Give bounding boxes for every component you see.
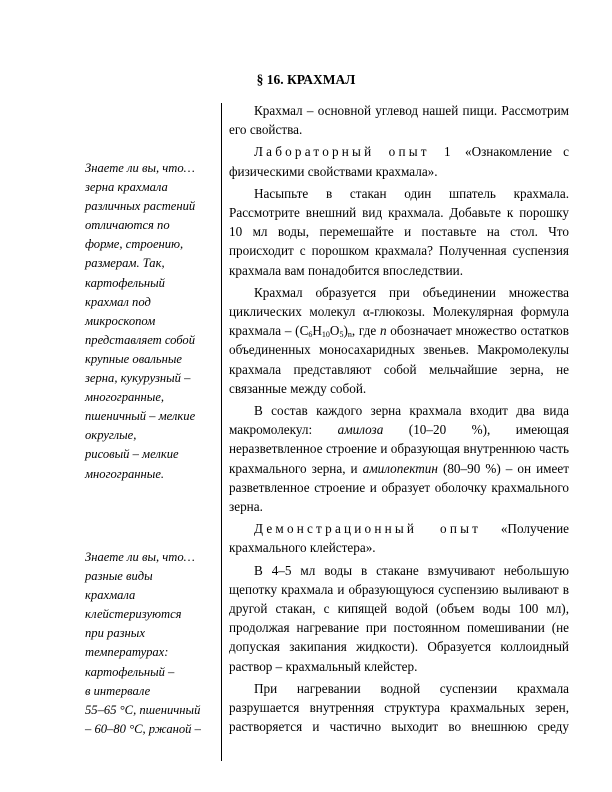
note-line: размерам. Так, (85, 256, 165, 271)
paragraph-starch-composition (229, 401, 569, 516)
note-line: многогранные, (85, 390, 165, 405)
note-line: крупные овальные (85, 351, 182, 366)
formation-text-a: Крахмал образуется при объединении множества циклических молекул α-глюкозы. Молекулярная формула крахмала – (C (229, 284, 569, 339)
composition-text-c: (80–90 %) – он имеет разветвленное строение и образует оболочку крахмального зерна. (229, 460, 569, 515)
paragraph-demo-procedure: В 4–5 мл воды в стакане взмучивают небольшую щепотку крахмала и образующуюся суспензию выливают в другой стакан, с кипящей водой (объем воды 100 мл), продолжая нагревание при постоянном помешивании (не допуская закипания жидкости). Образуется коллоидный раствор – крахмальный клейстер. (229, 562, 569, 674)
note-line: отличаются по (85, 218, 170, 233)
formula-sub-n: n (347, 330, 352, 340)
demo-experiment-title: «Получение крахмального клейстера». (229, 521, 569, 556)
formula-sub-c: 6 (308, 330, 313, 340)
note-line: клейстеризуются (85, 607, 182, 622)
note-line: разные виды (85, 569, 153, 584)
formula-o: O (329, 323, 340, 339)
note-line: зерна крахмала (85, 180, 168, 195)
note-line: округлые, (85, 428, 137, 443)
paragraph-lab-experiment (229, 142, 569, 180)
paragraph-starch-formation (229, 283, 569, 398)
note-line: рисовый – мелкие (85, 447, 179, 462)
note-line: картофельный – (85, 664, 175, 679)
note-line: микроскопом (85, 313, 156, 328)
column-divider (221, 103, 222, 761)
formula-sub-h: 10 (321, 330, 330, 340)
note-line: многогранные. (85, 466, 165, 481)
formula-h: H (312, 323, 322, 339)
formula-sub-o: 5 (339, 330, 344, 340)
composition-text-a: В состав каждого зерна крахмала входит два вида макромолекул: (229, 403, 569, 438)
note-line: пшеничный – мелкие (85, 409, 196, 424)
term-amylopectin: амилопектин (362, 460, 438, 476)
lab-experiment-title: «Ознакомление с физическими свойствами крахмала». (229, 144, 569, 179)
note-line: зерна, кукурузный – (85, 371, 191, 386)
note-line: в интервале (85, 683, 151, 698)
note-line: представляет собой (85, 332, 196, 347)
formation-text-c: обозначает множество остатков объединенных моносахаридных звеньев. Макромолекулы крахмала представляют собой мельчайшие зерна, не связанные между собой. (229, 323, 569, 396)
paragraph-intro: Крахмал – основной углевод нашей пищи. Рассмотрим его свойства. (229, 103, 569, 138)
formation-text-b: , где (351, 323, 380, 339)
paragraph-demo-experiment (229, 519, 569, 557)
note-line: – 60–80 °С, ржаной – (85, 721, 201, 736)
sidebar-note-gelatinization (85, 548, 220, 739)
demo-experiment-label: Демонстрационный опыт (254, 521, 482, 537)
note-line: Знаете ли вы, что… (85, 161, 195, 175)
main-text (229, 101, 569, 740)
page-title: § 16. КРАХМАЛ (256, 72, 356, 87)
term-amylose: амилоза (337, 422, 384, 438)
formula-close: ) (343, 323, 348, 339)
lab-experiment-label: Лабораторный опыт 1 (254, 144, 454, 160)
note-line: Знаете ли вы, что… (85, 550, 195, 564)
sidebar-note-grain-shapes (85, 159, 220, 484)
note-line: крахмал под (85, 294, 151, 309)
note-line: различных растений (85, 199, 196, 214)
note-line: крахмала (85, 588, 136, 603)
note-line: температурах: (85, 645, 169, 660)
note-line: картофельный (85, 275, 165, 290)
paragraph-heating: При нагревании водной суспензии крахмала разрушается внутренняя структура крахмальных зерен, растворяется и частично выходит во внешнюю среду (229, 680, 569, 735)
variable-n: n (379, 323, 387, 339)
composition-text-b: (10–20 %), имеющая неразветвленное строение и образующая внутреннюю часть крахмального зерна, и (229, 422, 569, 476)
paragraph-lab-instructions: Насыпьте в стакан один шпатель крахмала. Рассмотрите внешний вид крахмала. Добавьте к порошку 10 мл воды, перемешайте и поставьте на стол. Что происходит с порошком крахмала? Полученная суспензия крахмала вам понадобится впоследствии. (229, 185, 569, 278)
note-line: форме, строению, (85, 237, 184, 252)
note-line: при разных (85, 626, 145, 641)
note-line: 55–65 °С, пшеничный (85, 702, 201, 717)
